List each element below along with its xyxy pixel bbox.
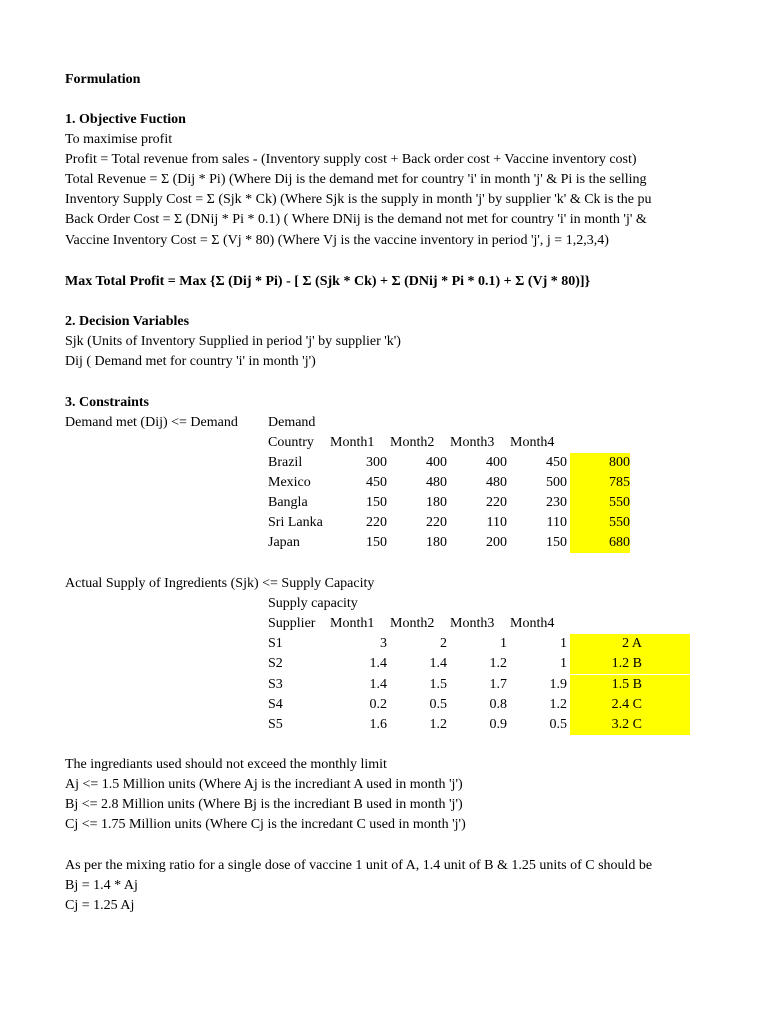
table-cell: 220	[426, 515, 447, 530]
table-cell: 480	[486, 475, 507, 490]
table-cell: 450	[546, 455, 567, 470]
table-cell: 2	[440, 636, 447, 651]
row-label: Mexico	[268, 475, 311, 490]
table-cell: 1	[560, 656, 567, 671]
row-label: S4	[268, 697, 283, 712]
ratio-line: Bj = 1.4 * Aj	[65, 878, 138, 893]
table-header: Month1	[330, 616, 375, 631]
table-cell: 220	[366, 515, 387, 530]
highlight-cell: 1.2 B	[570, 654, 690, 674]
highlight-cell: 550	[570, 493, 630, 513]
objective-line: Profit = Total revenue from sales - (Inventory supply cost + Back order cost + Vaccine inventory cost)	[65, 152, 637, 167]
ratio-line: Cj = 1.25 Aj	[65, 898, 135, 913]
table-header: Month1	[330, 435, 375, 450]
limit-line: Aj <= 1.5 Million units (Where Aj is the incrediant A used in month 'j')	[65, 777, 463, 792]
max-profit-formula: Max Total Profit = Max {Σ (Dij * Pi) - [ Σ (Sjk * Ck) + Σ (DNij * Pi * 0.1) + Σ (Vj * 80)]}	[65, 274, 591, 289]
table-cell: 1.2	[549, 697, 567, 712]
decision-line: Sjk (Units of Inventory Supplied in period 'j' by supplier 'k')	[65, 334, 401, 349]
demand-constraint-label: Demand met (Dij) <= Demand	[65, 415, 238, 430]
decision-line: Dij ( Demand met for country 'i' in month 'j')	[65, 354, 316, 369]
highlight-cell: 550	[570, 513, 630, 533]
table-cell: 180	[426, 535, 447, 550]
supply-table-title: Supply capacity	[268, 596, 358, 611]
table-cell: 1.4	[429, 656, 447, 671]
table-header: Month2	[390, 616, 435, 631]
row-label: S2	[268, 656, 283, 671]
table-cell: 0.5	[429, 697, 447, 712]
table-header: Month2	[390, 435, 435, 450]
table-cell: 150	[546, 535, 567, 550]
document-heading: Formulation	[65, 72, 141, 87]
highlight-cell: 3.2 C	[570, 715, 690, 735]
table-cell: 400	[426, 455, 447, 470]
supply-constraint-label: Actual Supply of Ingredients (Sjk) <= Supply Capacity	[65, 576, 375, 591]
table-cell: 0.2	[369, 697, 387, 712]
table-header: Country	[268, 435, 314, 450]
table-cell: 0.5	[549, 717, 567, 732]
table-cell: 0.9	[489, 717, 507, 732]
table-cell: 0.8	[489, 697, 507, 712]
limit-line: Cj <= 1.75 Million units (Where Cj is the incredant C used in month 'j')	[65, 817, 466, 832]
highlight-cell: 1.5 B	[570, 675, 690, 695]
table-cell: 1.9	[549, 677, 567, 692]
row-label: Bangla	[268, 495, 308, 510]
table-cell: 1.4	[369, 677, 387, 692]
highlight-cell: 2 A	[570, 634, 690, 654]
row-label: Sri Lanka	[268, 515, 323, 530]
objective-title: 1. Objective Fuction	[65, 112, 186, 127]
table-cell: 3	[380, 636, 387, 651]
table-cell: 220	[486, 495, 507, 510]
table-cell: 1.6	[369, 717, 387, 732]
table-header: Month4	[510, 616, 555, 631]
table-cell: 1	[560, 636, 567, 651]
table-cell: 110	[486, 515, 507, 530]
table-cell: 400	[486, 455, 507, 470]
table-cell: 1.5	[429, 677, 447, 692]
row-label: S3	[268, 677, 283, 692]
table-cell: 1.7	[489, 677, 507, 692]
table-cell: 1.2	[489, 656, 507, 671]
objective-line: Vaccine Inventory Cost = Σ (Vj * 80) (Where Vj is the vaccine inventory in period 'j', j = 1,2,3,4)	[65, 233, 609, 248]
table-header: Month4	[510, 435, 555, 450]
table-cell: 150	[366, 535, 387, 550]
row-label: S5	[268, 717, 283, 732]
constraints-title: 3. Constraints	[65, 395, 150, 410]
highlight-cell: 785	[570, 473, 630, 493]
table-cell: 300	[366, 455, 387, 470]
decision-title: 2. Decision Variables	[65, 314, 190, 329]
row-label: Japan	[268, 535, 300, 550]
highlight-cell: 680	[570, 533, 630, 553]
demand-table-title: Demand	[268, 415, 316, 430]
row-label: S1	[268, 636, 283, 651]
table-cell: 450	[366, 475, 387, 490]
ratio-line: As per the mixing ratio for a single dose of vaccine 1 unit of A, 1.4 unit of B & 1.25 units of C should be	[65, 858, 653, 873]
table-cell: 1	[500, 636, 507, 651]
table-cell: 1.4	[369, 656, 387, 671]
highlight-cell: 800	[570, 453, 630, 473]
table-header: Month3	[450, 616, 495, 631]
objective-line: To maximise profit	[65, 132, 173, 147]
table-cell: 500	[546, 475, 567, 490]
table-cell: 1.2	[429, 717, 447, 732]
limit-line: Bj <= 2.8 Million units (Where Bj is the incrediant B used in month 'j')	[65, 797, 463, 812]
table-cell: 230	[546, 495, 567, 510]
row-label: Brazil	[268, 455, 303, 470]
table-cell: 110	[546, 515, 567, 530]
table-header: Supplier	[268, 616, 316, 631]
table-header: Month3	[450, 435, 495, 450]
objective-line: Inventory Supply Cost = Σ (Sjk * Ck) (Where Sjk is the supply in month 'j' by supplier 'k' & Ck is the pu	[65, 192, 652, 207]
table-cell: 200	[486, 535, 507, 550]
table-cell: 480	[426, 475, 447, 490]
limit-line: The ingrediants used should not exceed the monthly limit	[65, 757, 387, 772]
objective-line: Back Order Cost = Σ (DNij * Pi * 0.1) ( Where DNij is the demand not met for country 'i' in month 'j' &	[65, 212, 647, 227]
table-cell: 180	[426, 495, 447, 510]
objective-line: Total Revenue = Σ (Dij * Pi) (Where Dij is the demand met for country 'i' in month 'j' & Pi is the selling	[65, 172, 647, 187]
highlight-cell: 2.4 C	[570, 695, 690, 715]
table-cell: 150	[366, 495, 387, 510]
